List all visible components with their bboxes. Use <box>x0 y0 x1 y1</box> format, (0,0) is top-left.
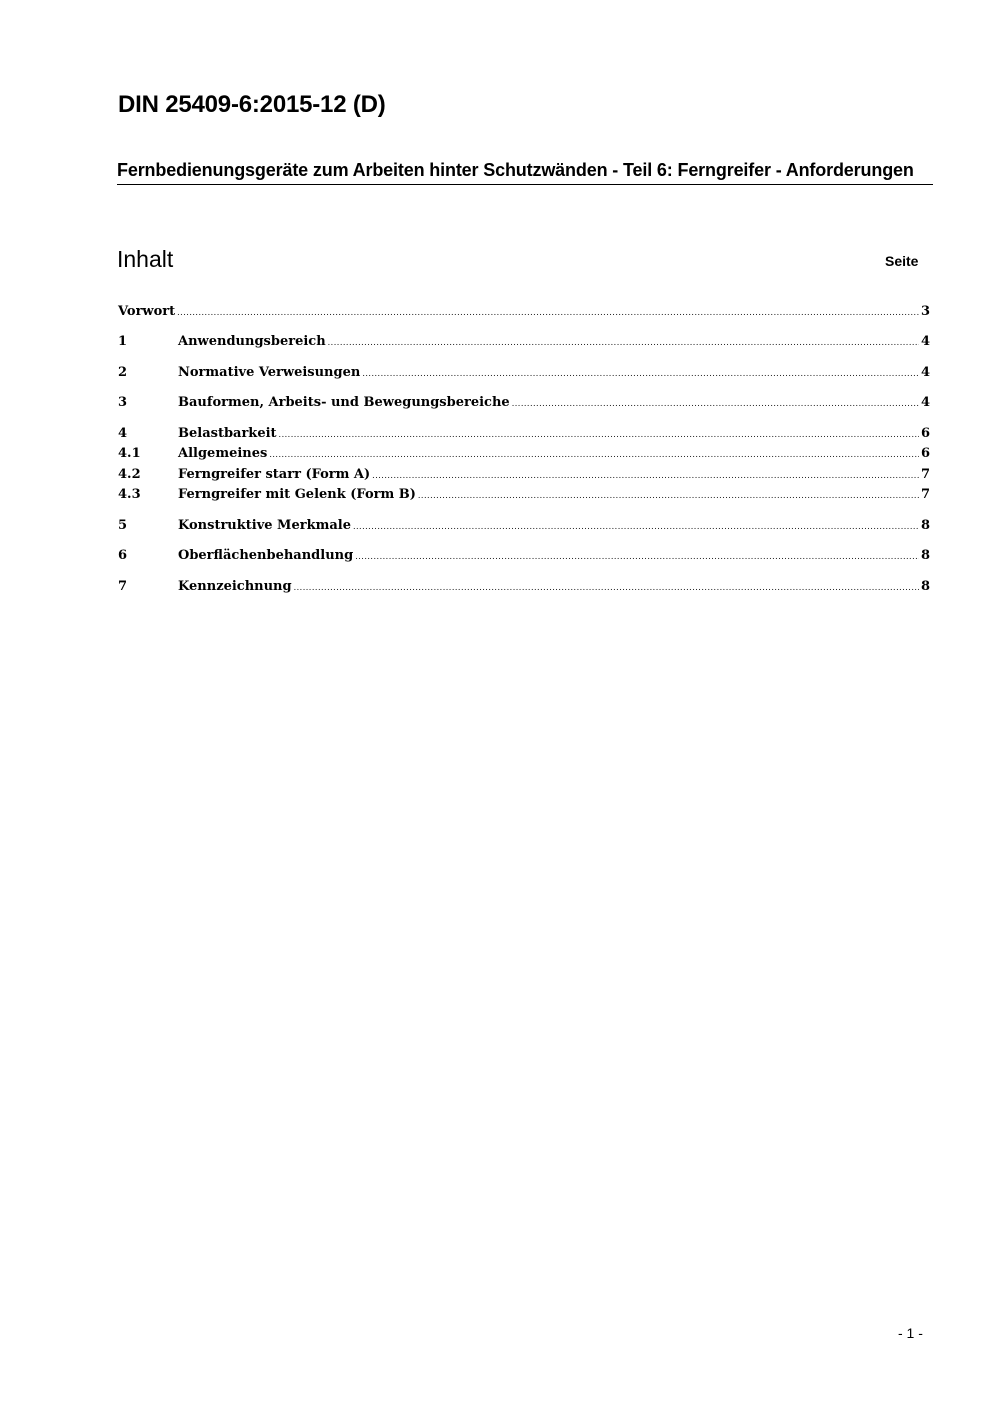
toc-entry-page: 8 <box>920 518 930 533</box>
toc-leader-dots <box>269 445 919 465</box>
toc-entry-page: 7 <box>920 467 930 482</box>
toc-entry-label: Allgemeines <box>178 446 268 461</box>
toc-entry-label: Normative Verweisungen <box>178 365 361 380</box>
toc-entry-number: 4.3 <box>118 487 141 502</box>
toc-entry-number: 2 <box>118 365 128 380</box>
toc-entry-6[interactable] <box>118 546 930 566</box>
toc-leader-dots <box>362 364 919 384</box>
toc-leader-dots <box>294 578 919 598</box>
toc-entry-3[interactable] <box>118 393 930 413</box>
toc-entry-4-2[interactable] <box>118 465 930 485</box>
toc-entry-4[interactable] <box>118 424 930 444</box>
toc-entry-page: 8 <box>920 579 930 594</box>
toc-entry-number: 1 <box>118 334 128 349</box>
toc-entry-1[interactable] <box>118 332 930 352</box>
toc-entry-label: Kennzeichnung <box>178 579 292 594</box>
toc-entry-number: 6 <box>118 548 128 563</box>
toc-entry-label: Oberflächenbehandlung <box>178 548 354 563</box>
toc-entry-label: Belastbarkeit <box>178 426 277 441</box>
toc-entry-label: Konstruktive Merkmale <box>178 518 351 533</box>
page-number: - 1 - <box>898 1325 923 1341</box>
toc-page-column-label: Seite <box>885 253 919 269</box>
toc-leader-dots <box>512 394 919 414</box>
toc-entry-number: 4.2 <box>118 467 141 482</box>
toc-entry-5[interactable] <box>118 516 930 536</box>
toc-entry-number: 3 <box>118 395 128 410</box>
toc-entry-page: 6 <box>920 446 930 461</box>
toc-entry-number: 4.1 <box>118 446 141 461</box>
toc-entry-page: 4 <box>920 365 930 380</box>
toc-leader-dots <box>418 486 919 506</box>
toc-entry-label: Ferngreifer mit Gelenk (Form B) <box>178 487 416 502</box>
toc-entry-number: 7 <box>118 579 128 594</box>
toc-entry-page: 4 <box>920 395 930 410</box>
toc-leader-dots <box>279 425 919 445</box>
toc-entry-vorwort[interactable] <box>118 302 930 322</box>
toc-entry-label: Vorwort <box>118 304 176 319</box>
toc-entry-4-1[interactable] <box>118 444 930 464</box>
toc-leader-dots <box>372 466 919 486</box>
toc-entry-page: 8 <box>920 548 930 563</box>
document-id: DIN 25409-6:2015-12 (D) <box>118 91 386 118</box>
toc-heading: Inhalt <box>117 246 174 272</box>
toc-leader-dots <box>328 333 919 353</box>
toc-leader-dots <box>353 517 919 537</box>
toc-entry-number: 5 <box>118 518 128 533</box>
toc-entry-page: 4 <box>920 334 930 349</box>
toc-entry-7[interactable] <box>118 577 930 597</box>
toc-entry-label: Anwendungsbereich <box>178 334 326 349</box>
toc-entry-page: 3 <box>920 304 930 319</box>
toc-entry-label: Bauformen, Arbeits- und Bewegungsbereiche <box>178 395 510 410</box>
toc-entry-label: Ferngreifer starr (Form A) <box>178 467 371 482</box>
toc-entry-2[interactable] <box>118 363 930 383</box>
toc-entry-4-3[interactable] <box>118 485 930 505</box>
toc-leader-dots <box>355 547 919 567</box>
toc-entry-page: 6 <box>920 426 930 441</box>
document-title: Fernbedienungsgeräte zum Arbeiten hinter Schutzwänden - Teil 6: Ferngreifer - Anforderungen <box>117 159 933 185</box>
toc-leader-dots <box>177 303 919 323</box>
toc-entry-number: 4 <box>118 426 128 441</box>
toc-entry-page: 7 <box>920 487 930 502</box>
